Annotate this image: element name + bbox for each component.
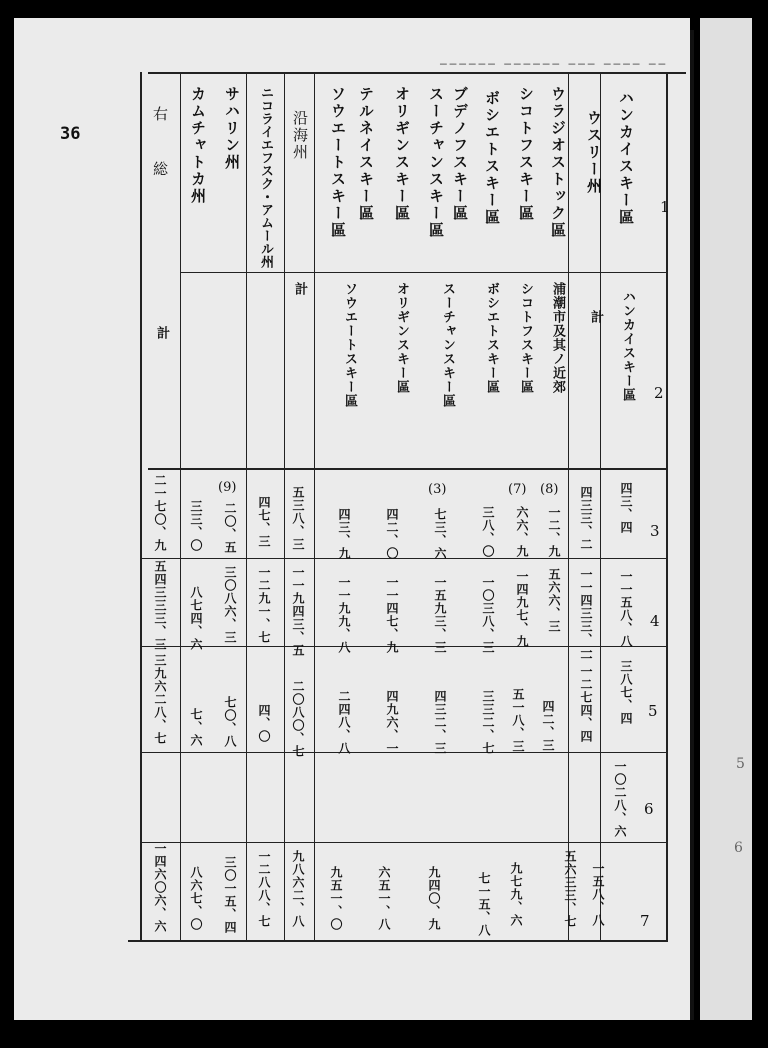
cell-c7: 一二八八、七 — [257, 850, 271, 928]
cell-c7: 一五八、八 — [591, 862, 605, 927]
cell-c4: 八七四、六 — [189, 586, 203, 651]
column-number: 1 — [660, 198, 670, 216]
cell-c5: 四、〇 — [257, 704, 271, 743]
cell-c7: 九四〇、九 — [427, 866, 441, 931]
cell-c7: 三〇一五、四 — [223, 856, 237, 934]
cell-c5: 三八七、四 — [619, 660, 633, 725]
cell-c7: 六五一、八 — [377, 866, 391, 931]
column-number: 2 — [654, 384, 664, 402]
cell-c4: 三〇八六、三 — [223, 566, 237, 644]
cell-c3: 二一七〇、九 — [153, 474, 167, 552]
column-number: 7 — [640, 912, 650, 930]
cell-c5: 三三二、七 — [481, 690, 495, 755]
cell-c7: 九七九、六 — [509, 862, 523, 927]
cell-c3: 六六、九 — [515, 506, 529, 558]
cell-c3: 四三、四 — [619, 482, 633, 534]
cell-c5: 二四八、八 — [337, 690, 351, 755]
row-name: ウスリー州 — [585, 110, 603, 195]
row-rule-4 — [140, 558, 668, 559]
header-mid-rule — [180, 272, 666, 273]
cell-c3: 七三、六 — [433, 508, 447, 560]
col-sep — [246, 74, 247, 940]
adjacent-page-strip — [700, 18, 752, 1020]
cell-c5: 四三二、三 — [433, 690, 447, 755]
cell-c4: 一〇三八、三 — [481, 576, 495, 654]
row-sub: ソウエートスキー區 — [342, 282, 357, 408]
cell-c3: 一二、九 — [547, 506, 561, 558]
cell-c5: 三九六二八、七 — [153, 654, 167, 745]
row-rule-7 — [140, 842, 668, 843]
cell-c4: 一四九七、九 — [515, 570, 529, 648]
row-name: サハリン州 — [223, 86, 241, 171]
cell-c7: 一四六〇六、六 — [153, 842, 167, 933]
cell-c7: 九八六二、八 — [291, 850, 305, 928]
row-name: ソウエートスキー區 — [329, 86, 347, 239]
row-sub: 計 — [292, 282, 307, 296]
cell-c7: 五六三三、七 — [563, 850, 577, 928]
row-name: ブデノフスキー區 — [451, 86, 469, 222]
cell-c3: 四七、三 — [257, 496, 271, 548]
margin-mark: 6 — [734, 840, 743, 856]
row-sub: シコトフスキー區 — [518, 282, 533, 394]
cell-c3: 四三三、二 — [579, 486, 593, 551]
table-bottom-rule — [128, 940, 668, 942]
cell-c4: 五四三三三、三 — [153, 560, 167, 651]
col-sep — [180, 74, 181, 940]
cell-c4: 一一四三三、一 — [579, 568, 593, 659]
margin-mark: 5 — [736, 756, 745, 772]
row-name: 沿海州 — [291, 110, 309, 161]
table-left-rule — [140, 72, 142, 942]
cell-c7: 九五一、〇 — [329, 866, 343, 931]
cell-c4: 一五九三、三 — [433, 576, 447, 654]
cell-c4: 五六六、三 — [547, 568, 561, 633]
cell-c4: 一一四七、九 — [385, 576, 399, 654]
cell-c5: 四二、三 — [541, 700, 555, 752]
row-sub: オリギンスキー區 — [394, 282, 409, 394]
row-name: カムチャトカ州 — [189, 86, 207, 205]
cell-c3: 二〇、五 — [223, 502, 237, 554]
header-strip-text: ────── ────── ─── ──── ── — [440, 58, 669, 71]
cell-c7: 八六七、〇 — [189, 866, 203, 931]
cell-c3: 五三八、三 — [291, 486, 305, 551]
row-name: シコトフスキー區 — [517, 86, 535, 222]
page-binding-edge — [690, 30, 694, 1020]
row-note-mark: (7) — [508, 482, 527, 497]
row-name: ボシエトスキー區 — [483, 90, 501, 226]
row-name: スーチャンスキー區 — [427, 86, 445, 239]
cell-c3: 三三、〇 — [189, 500, 203, 552]
row-rule-6 — [140, 752, 668, 753]
row-sub: 浦潮市及其ノ近郊 — [550, 282, 565, 394]
col-sep — [314, 74, 315, 940]
col-sep — [600, 74, 601, 940]
row-name: オリギンスキー區 — [393, 86, 411, 222]
column-number: 4 — [650, 612, 660, 630]
cell-c5: 五一八、三 — [511, 688, 525, 753]
row-note-mark: (9) — [218, 480, 237, 495]
cell-c5: 七〇、八 — [223, 696, 237, 748]
cell-c5: 二〇八〇、七 — [291, 680, 305, 758]
row-sub: ボシエトスキー區 — [484, 282, 499, 394]
grand-total-sub: 計 — [154, 326, 169, 340]
cell-c4: 一一五八、八 — [619, 570, 633, 648]
cell-c4: 一二九一、七 — [257, 566, 271, 644]
grand-total-label: 右総 — [151, 106, 169, 216]
column-number: 5 — [648, 702, 658, 720]
cell-c3: 四三、九 — [337, 508, 351, 560]
row-note-mark: (3) — [428, 482, 447, 497]
cell-c5: 一一二七四、四 — [579, 652, 593, 743]
col-sep — [284, 74, 285, 940]
row-name: ハンカイスキー區 — [617, 90, 635, 226]
row-name: テルネイスキー區 — [357, 86, 375, 222]
cell-c7: 七一五、八 — [477, 872, 491, 937]
cell-c4: 一一九四三、五 — [291, 566, 305, 657]
row-sub: 計 — [588, 310, 603, 324]
header-bottom-rule — [148, 468, 668, 470]
row-name: ウラジオストック區 — [549, 86, 567, 239]
cell-c4: 一一九九、八 — [337, 576, 351, 654]
cell-c5: 七、六 — [189, 708, 203, 747]
cell-c6: 一〇二八、六 — [613, 760, 627, 838]
column-number: 3 — [650, 522, 660, 540]
page-number: 36 — [60, 124, 81, 144]
table-top-rule — [148, 72, 686, 74]
cell-c5: 四九六、一 — [385, 690, 399, 755]
row-name: ニコライエフスク・アムール州 — [258, 86, 273, 268]
row-note-mark: (8) — [540, 482, 559, 497]
cell-c3: 三八、〇 — [481, 506, 495, 558]
cell-c3: 四二、〇 — [385, 508, 399, 560]
row-sub: スーチャンスキー區 — [440, 282, 455, 408]
column-number: 6 — [644, 800, 654, 818]
row-sub: ハンカイスキー區 — [620, 290, 635, 402]
